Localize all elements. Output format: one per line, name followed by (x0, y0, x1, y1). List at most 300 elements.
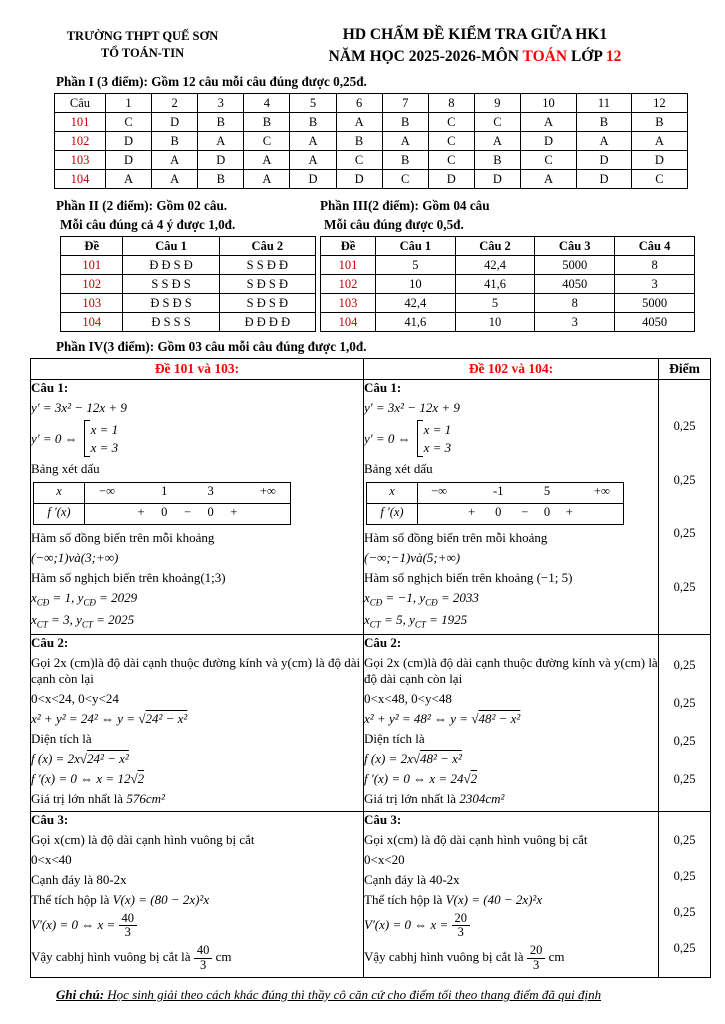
answer-cell: B (631, 113, 687, 132)
label-text: Vậy cabhj hình vuông bị cắt là (364, 949, 527, 965)
header-cell: 3 (198, 94, 244, 113)
area-function (31, 751, 363, 767)
answer-row (321, 256, 695, 275)
score-value: 0,25 (673, 734, 696, 749)
solution-row-cau1 (31, 380, 711, 634)
solution-de102-104-cau3 (364, 811, 659, 977)
sign-pos-infinity: +∞ (593, 484, 610, 499)
intervals-text: (−∞;−1)và(5;+∞) (364, 550, 461, 566)
denominator: 3 (457, 925, 464, 940)
radical-sign: √ (79, 750, 87, 766)
department-name: TỔ TOÁN-TIN (100, 45, 185, 60)
critical-point (31, 771, 363, 787)
sign-row-x (34, 483, 291, 504)
radicand: 48² − x² (419, 750, 462, 766)
sign-root1: -1 (493, 484, 504, 499)
answer-cell: S S Đ S (123, 275, 219, 294)
answer-cell: D (198, 151, 244, 170)
solution-row-cau3 (31, 811, 711, 977)
denominator: 3 (532, 957, 540, 972)
sign-plus: + (129, 504, 153, 525)
variable: y (76, 612, 82, 628)
answer-cell: S Đ S Đ (219, 294, 315, 313)
fraction (527, 944, 546, 973)
title-block (255, 24, 695, 67)
answer-cell: D (577, 170, 632, 189)
title-line1: HD CHẤM ĐỀ KIỂM TRA GIỮA HK1 (342, 26, 608, 43)
answer-row (61, 313, 316, 332)
score-value: 0,25 (673, 696, 696, 711)
answer-cell: 5 (455, 294, 535, 313)
subscript: CT (414, 619, 426, 630)
max-value-line (364, 791, 658, 807)
answer-row (55, 132, 688, 151)
part2-subheading: Mỗi câu đúng cả 4 ý được 1,0đ. (60, 217, 236, 233)
solution-de101-103-cau2 (31, 634, 364, 811)
sign-root2: 5 (543, 484, 551, 499)
subscript: CĐ (425, 598, 438, 609)
answer-cell: S S Đ Đ (219, 256, 315, 275)
maximum-line (31, 590, 363, 608)
sign-row-fx (367, 504, 624, 525)
question-title: Câu 1: (31, 380, 69, 396)
value-text: = 2025 (92, 612, 135, 628)
label-text: Giá trị lớn nhất là (31, 790, 127, 806)
footer-underlined (56, 987, 601, 1002)
answer-cell: B (198, 113, 244, 132)
answer-cell: 10 (376, 275, 456, 294)
part1-answer-table (54, 93, 688, 189)
footer-label: Ghi chú: (56, 986, 105, 1002)
solution-de101-103-cau1 (31, 380, 364, 634)
subscript: CĐ (369, 598, 383, 609)
answer-row (55, 170, 688, 189)
sign-spacer (558, 483, 581, 504)
answer-cell: D (520, 132, 576, 151)
label-text: Giá trị lớn nhất là (364, 790, 460, 806)
answer-cell: A (631, 132, 687, 151)
answer-cell: D (428, 170, 474, 189)
answer-cell: C (382, 170, 428, 189)
part3-subheading: Mỗi câu đúng được 0,5đ. (324, 217, 464, 233)
title-grade: 12 (605, 47, 622, 65)
header-cell: 8 (428, 94, 474, 113)
header-cell: 11 (577, 94, 632, 113)
header-cell: Câu 3 (535, 237, 615, 256)
answer-cell: Đ S Đ S (123, 294, 219, 313)
score-value: 0,25 (673, 832, 696, 847)
answer-row (321, 313, 695, 332)
answer-row (321, 275, 695, 294)
header-cell: 2 (152, 94, 198, 113)
header-cell: Câu 1 (376, 237, 456, 256)
radical-sign: √ (412, 750, 420, 766)
answer-cell: A (244, 151, 290, 170)
sign-fx: f ′(x) (34, 504, 85, 525)
volume-line (31, 892, 363, 908)
answer-cell: C (428, 132, 474, 151)
sign-spacer (581, 504, 624, 525)
answer-cell: D (474, 170, 520, 189)
answer-cell: B (152, 132, 198, 151)
de-label: 101 (61, 256, 123, 275)
score-stack (659, 380, 710, 633)
header-cell: 5 (290, 94, 336, 113)
volume-line (364, 892, 658, 908)
part1-heading: Phần I (3 điểm): Gồm 12 câu mỗi câu đúng được 0,25đ. (56, 74, 367, 90)
sign-minus: − (513, 504, 536, 525)
header-cell: 4 (244, 94, 290, 113)
de-label: 104 (55, 170, 106, 189)
radicand: 24² − x² (86, 750, 129, 766)
answer-cell: A (382, 132, 428, 151)
variable: x (364, 612, 370, 628)
sign-x: x (34, 483, 85, 504)
answer-cell: D (152, 113, 198, 132)
denominator: 3 (124, 925, 131, 940)
answer-cell: A (290, 151, 336, 170)
table-header-row (321, 237, 695, 256)
equation-prefix: V′(x) = 0 ⇔ x = (364, 916, 452, 932)
subscript: CT (36, 619, 48, 630)
function-prefix: f (x) = 2x (31, 750, 80, 766)
answer-cell: 3 (535, 313, 615, 332)
radical-sign: √ (138, 710, 146, 726)
part3-heading: Phần III(2 điểm): Gồm 04 câu (320, 198, 490, 214)
answer-row (61, 294, 316, 313)
label-text: Thể tích hộp là (364, 891, 446, 907)
column-header-score: Điểm (659, 359, 711, 380)
max-value-line (31, 791, 363, 807)
max-value: 576cm² (126, 790, 165, 806)
area-label: Diện tích là (31, 730, 92, 746)
sign-pos-infinity: +∞ (259, 484, 276, 499)
sign-spacer (129, 483, 153, 504)
answer-cell: 10 (455, 313, 535, 332)
header-cell: 12 (631, 94, 687, 113)
fraction (452, 912, 471, 941)
de-label: 104 (61, 313, 123, 332)
answer-cell: Đ Đ S Đ (123, 256, 219, 275)
school-name: TRƯỜNG THPT QUẾ SƠN (66, 29, 219, 43)
base-side-text: Cạnh đáy là 40-2x (364, 871, 460, 887)
numerator: 40 (119, 912, 138, 927)
sign-table-label: Bảng xét dấu (364, 461, 433, 477)
score-value: 0,25 (673, 419, 696, 434)
sign-spacer (222, 483, 246, 504)
answer-cell: 4050 (615, 313, 695, 332)
header-cell: Câu (55, 94, 106, 113)
solution-header-row (31, 359, 711, 380)
footer-text: Học sinh giải theo cách khác đúng thì thầy cô căn cứ cho điểm tối theo thang điểm đã qui định (104, 986, 602, 1002)
answer-cell: A (577, 132, 632, 151)
mid-text: = 5, (380, 612, 410, 628)
answer-cell: D (106, 151, 152, 170)
area-label: Diện tích là (364, 730, 425, 746)
mid-text: = 3, (47, 612, 77, 628)
decreasing-text: Hàm số nghịch biến trên khoảng(1;3) (31, 570, 226, 586)
header-cell: 1 (106, 94, 152, 113)
answer-cell: 42,4 (376, 294, 456, 313)
decreasing-text: Hàm số nghịch biến trên khoảng (−1; 5) (364, 570, 573, 586)
header-cell: 9 (474, 94, 520, 113)
solution-de102-104-cau1 (364, 380, 659, 634)
roots-line (31, 420, 363, 457)
answer-cell: C (428, 113, 474, 132)
table-header-row (55, 94, 688, 113)
mid-text: = −1, (382, 590, 420, 606)
sign-spacer (418, 504, 461, 525)
sign-row-fx (34, 504, 291, 525)
answer-cell: 8 (615, 256, 695, 275)
answer-cell: Đ Đ Đ Đ (219, 313, 315, 332)
de-label: 101 (321, 256, 376, 275)
question-title: Câu 1: (364, 380, 402, 396)
answer-cell: A (198, 132, 244, 151)
answer-cell: S Đ S Đ (219, 275, 315, 294)
answer-cell: A (106, 170, 152, 189)
case-2: x = 3 (90, 439, 119, 455)
equation-prefix: x² + y² = 48² ⇔ y = (364, 710, 472, 726)
answer-cell: A (336, 113, 382, 132)
solve-line (31, 912, 363, 941)
answer-cell: A (474, 132, 520, 151)
column-header-de-102-104: Đề 102 và 104: (364, 359, 659, 380)
answer-cell: D (336, 170, 382, 189)
intro-text: Gọi x(cm) là độ dài cạnh hình vuông bị cắt (364, 831, 588, 847)
part2-block (30, 191, 316, 332)
answer-cell: 41,6 (376, 313, 456, 332)
intro-text: Gọi 2x (cm)là độ dài cạnh thuộc đường kính và y(cm) là độ dài cạnh còn lại (364, 654, 658, 686)
sign-table (33, 482, 291, 525)
footer-note (56, 987, 695, 1003)
answer-cell: 5000 (615, 294, 695, 313)
score-value: 0,25 (673, 472, 696, 487)
header-cell: 10 (520, 94, 576, 113)
intervals-text: (−∞;1)và(3;+∞) (31, 550, 119, 566)
variable: x (364, 590, 370, 606)
sign-row-x (367, 483, 624, 504)
score-stack (659, 635, 710, 811)
sign-zero: 0 (153, 504, 175, 525)
subscript: CĐ (83, 598, 96, 609)
score-value: 0,25 (673, 580, 696, 594)
variable: y (419, 590, 426, 606)
solve-prefix: y′ = 0 ⇔ (364, 430, 411, 446)
sign-neg-infinity: −∞ (431, 484, 448, 499)
label-text: Thể tích hộp là (31, 891, 113, 907)
answer-cell: A (520, 170, 576, 189)
question-title: Câu 2: (364, 634, 402, 650)
answer-cell: A (290, 132, 336, 151)
answer-cell: 5000 (535, 256, 615, 275)
de-label: 104 (321, 313, 376, 332)
radicand: 48² − x² (478, 710, 521, 726)
sign-spacer (460, 483, 483, 504)
variable: x (31, 590, 37, 606)
radicand: 2 (470, 770, 478, 786)
derivative-formula: y′ = 3x² − 12x + 9 (364, 400, 460, 416)
numerator: 20 (527, 944, 546, 959)
answer-cell: 5 (376, 256, 456, 275)
subscript: CĐ (36, 598, 50, 609)
de-label: 103 (61, 294, 123, 313)
domain-text: 0<x<20 (364, 851, 405, 867)
minimum-line (364, 612, 658, 630)
answer-cell: B (577, 113, 632, 132)
numerator: 20 (452, 912, 471, 927)
value-text: = 2029 (95, 590, 138, 606)
answer-cell: C (106, 113, 152, 132)
sign-table-label: Bảng xét dấu (31, 461, 100, 477)
answer-cell: C (428, 151, 474, 170)
label-text: Vậy cabhj hình vuông bị cắt là (31, 949, 194, 965)
part3-answer-table (320, 236, 695, 332)
sign-spacer (175, 483, 199, 504)
part2-heading: Phần II (2 điểm): Gồm 02 câu. (56, 198, 228, 214)
title-year: NĂM HỌC 2025-2026-MÔN (328, 47, 523, 65)
answer-cell: C (474, 113, 520, 132)
score-stack (659, 812, 710, 977)
case-1: x = 1 (90, 422, 119, 438)
sign-plus: + (222, 504, 246, 525)
radicand: 24² − x² (145, 710, 188, 726)
solution-row-cau2 (31, 634, 711, 811)
answer-cell: D (106, 132, 152, 151)
answer-cell: Đ S S S (123, 313, 219, 332)
conclusion-line (31, 944, 363, 973)
header-cell: Câu 1 (123, 237, 219, 256)
max-value: 2304cm² (459, 790, 505, 806)
answer-row (61, 256, 316, 275)
header-cell: Đề (321, 237, 376, 256)
sign-neg-infinity: −∞ (99, 484, 115, 499)
unit-text: cm (545, 949, 565, 965)
title-subject: TOÁN (522, 47, 568, 65)
score-cell-cau3 (659, 811, 711, 977)
question-title: Câu 2: (31, 634, 69, 650)
value-text: = 1925 (425, 612, 468, 628)
answer-cell: B (290, 113, 336, 132)
answer-row (55, 113, 688, 132)
title-class-label: LỚP (567, 47, 606, 65)
answer-cell: B (336, 132, 382, 151)
sign-zero: 0 (536, 504, 557, 525)
answer-cell: B (244, 113, 290, 132)
answer-cell: 3 (615, 275, 695, 294)
answer-cell: D (631, 151, 687, 170)
score-value: 0,25 (673, 657, 696, 672)
sign-spacer (85, 504, 130, 525)
answer-cell: A (152, 151, 198, 170)
score-value: 0,25 (673, 868, 696, 883)
conclusion-line (364, 944, 658, 973)
critical-point (364, 771, 658, 787)
increasing-text: Hàm số đồng biến trên mỗi khoảng (31, 530, 215, 546)
table-header-row (61, 237, 316, 256)
domain-text: 0<x<48, 0<y<48 (364, 690, 452, 706)
sign-fx: f ′(x) (367, 504, 418, 525)
sign-x: x (367, 483, 418, 504)
equation-prefix: x² + y² = 24² ⇔ y = (31, 710, 139, 726)
part3-block (316, 191, 695, 332)
de-label: 103 (321, 294, 376, 313)
answer-row (55, 151, 688, 170)
radicand: 2 (137, 770, 145, 786)
de-label: 101 (55, 113, 106, 132)
base-side-text: Cạnh đáy là 80-2x (31, 871, 127, 887)
equation-prefix: f ′(x) = 0 ⇔ x = 12 (31, 770, 131, 786)
numerator: 40 (194, 944, 213, 959)
value-text: = 2033 (437, 590, 479, 606)
cases-bracket (417, 420, 458, 457)
maximum-line (364, 590, 658, 608)
domain-text: 0<x<40 (31, 851, 72, 867)
answer-cell: B (474, 151, 520, 170)
solution-de101-103-cau3 (31, 811, 364, 977)
sign-zero: 0 (483, 504, 513, 525)
answer-cell: 42,4 (455, 256, 535, 275)
subscript: CT (369, 619, 381, 630)
subscript: CT (81, 619, 93, 630)
circle-equation (364, 711, 658, 727)
domain-text: 0<x<24, 0<y<24 (31, 690, 119, 706)
radical-sign: √ (130, 770, 138, 786)
radical-sign: √ (471, 710, 479, 726)
score-cell-cau2 (659, 634, 711, 811)
score-value: 0,25 (673, 526, 696, 541)
score-value: 0,25 (673, 904, 696, 919)
minimum-line (31, 612, 363, 630)
intro-text: Gọi x(cm) là độ dài cạnh hình vuông bị cắt (31, 831, 255, 847)
volume-formula: V(x) = (80 − 2x)²x (112, 891, 210, 907)
answer-cell: B (382, 151, 428, 170)
unit-text: cm (212, 949, 232, 965)
answer-cell: A (244, 170, 290, 189)
header-cell: Câu 2 (219, 237, 315, 256)
answer-cell: A (152, 170, 198, 189)
cases-bracket (84, 420, 125, 457)
document-header (30, 24, 695, 67)
answer-row (321, 294, 695, 313)
area-function (364, 751, 658, 767)
sign-table (366, 482, 624, 525)
mid-text: = 1, (49, 590, 78, 606)
sign-zero: 0 (200, 504, 222, 525)
header-cell: 7 (382, 94, 428, 113)
score-value: 0,25 (673, 940, 696, 955)
answer-cell: 8 (535, 294, 615, 313)
part2-part3-section (30, 191, 695, 332)
de-label: 102 (321, 275, 376, 294)
solution-de102-104-cau2 (364, 634, 659, 811)
sign-plus: + (558, 504, 581, 525)
case-2: x = 3 (423, 439, 452, 455)
function-prefix: f (x) = 2x (364, 750, 413, 766)
question-title: Câu 3: (31, 811, 69, 827)
sign-plus: + (460, 504, 483, 525)
intro-text: Gọi 2x (cm)là độ dài cạnh thuộc đường kính và y(cm) là độ dài cạnh còn lại (31, 654, 361, 686)
increasing-text: Hàm số đồng biến trên mỗi khoảng (364, 530, 548, 546)
de-label: 103 (55, 151, 106, 170)
variable: y (409, 612, 415, 628)
derivative-formula: y′ = 3x² − 12x + 9 (31, 400, 127, 416)
part4-heading: Phần IV(3 điểm): Gồm 03 câu mỗi câu đúng được 1,0đ. (56, 339, 367, 355)
header-cell: 6 (336, 94, 382, 113)
sign-spacer (246, 504, 291, 525)
part2-answer-table (60, 236, 316, 332)
question-title: Câu 3: (364, 811, 402, 827)
